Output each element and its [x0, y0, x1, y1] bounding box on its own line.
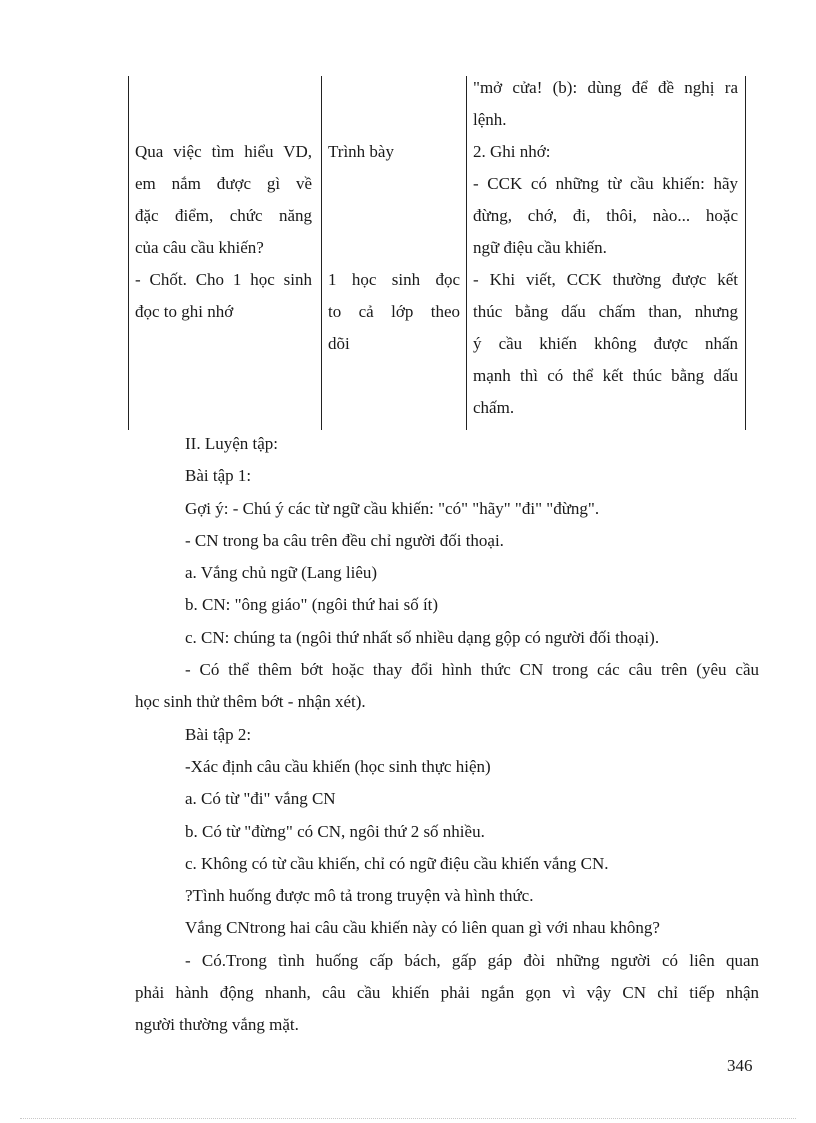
table-col3-cell [473, 72, 738, 424]
table-text-line: chấm. [473, 398, 515, 417]
paragraph-line: Vắng CNtrong hai câu cầu khiến này có liên quan gì với nhau không? [185, 918, 660, 938]
table-text-line: mạnh thì có thể kết thúc bằng dấu [473, 366, 738, 385]
table-text-line: ý cầu khiến không được nhấn [473, 334, 738, 353]
table-text-line: 2. Ghi nhớ: [473, 142, 551, 161]
table-text-line: ngữ điệu cầu khiến. [473, 238, 607, 257]
table-text-line: "mở cửa! (b): dùng để đề nghị ra [473, 78, 738, 97]
table-text-line: 1 học sinh đọc [328, 270, 460, 289]
table-text-line: dõi [328, 334, 350, 353]
table-text-line: to cả lớp theo [328, 302, 460, 321]
table-text-line: lệnh. [473, 110, 507, 129]
table-text-line: thúc bằng dấu chấm than, nhưng [473, 302, 738, 321]
paragraph-line: học sinh thử thêm bớt - nhận xét). [135, 692, 366, 712]
paragraph-line: a. Có từ "đi" vắng CN [185, 789, 336, 809]
table-text-line: đặc điểm, chức năng [135, 206, 312, 225]
exercise-heading: Bài tập 1: [185, 466, 252, 486]
paragraph-line: a. Vắng chủ ngữ (Lang liêu) [185, 563, 378, 583]
table-col1-cell [135, 136, 312, 328]
page-bottom-border [20, 1118, 796, 1119]
page-number: 346 [727, 1056, 753, 1075]
paragraph-line: phải hành động nhanh, câu cầu khiến phải ngắn gọn vì vậy CN chỉ tiếp nhận [135, 983, 759, 1003]
table-text-line: - CCK có những từ cầu khiến: hãy [473, 174, 738, 193]
table-text-line: em nắm được gì về [135, 174, 312, 193]
paragraph-line: b. Có từ "đừng" có CN, ngôi thứ 2 số nhiều. [185, 821, 485, 841]
paragraph-line: b. CN: "ông giáo" (ngôi thứ hai số ít) [185, 595, 439, 615]
table-border-col3 [466, 76, 467, 430]
table-text-line: - Chốt. Cho 1 học sinh [135, 270, 312, 289]
table-border-left [128, 76, 129, 430]
paragraph-line: Gợi ý: - Chú ý các từ ngữ cầu khiến: "có" "hãy" "đi" "đừng". [185, 498, 600, 518]
table-text-line: - Khi viết, CCK thường được kết [473, 270, 738, 289]
table-border-right [745, 76, 746, 430]
exercise-heading: Bài tập 2: [185, 724, 252, 744]
section-heading: II. Luyện tập: [185, 434, 278, 453]
table-text-line: đọc to ghi nhớ [135, 302, 234, 321]
paragraph-line: - CN trong ba câu trên đều chỉ người đối thoại. [185, 530, 504, 550]
table-text-line: Trình bày [328, 142, 394, 161]
paragraph-line: - Có thể thêm bớt hoặc thay đổi hình thức CN trong các câu trên (yêu cầu [185, 660, 759, 680]
paragraph-line: người thường vắng mặt. [135, 1015, 299, 1035]
paragraph-line: ?Tình huống được mô tả trong truyện và hình thức. [185, 886, 534, 906]
table-text-line: đừng, chớ, đi, thôi, nào... hoặc [473, 206, 738, 225]
paragraph-line: c. Không có từ cầu khiến, chỉ có ngữ điệu cầu khiến vắng CN. [185, 853, 609, 873]
paragraph-line: -Xác định câu cầu khiến (học sinh thực hiện) [185, 756, 491, 776]
table-text-line: Qua việc tìm hiểu VD, [135, 142, 312, 161]
paragraph-line: c. CN: chúng ta (ngôi thứ nhất số nhiều dạng gộp có người đối thoại). [185, 627, 660, 647]
table-col2-cell [328, 136, 460, 168]
paragraph-line: - Có.Trong tình huống cấp bách, gấp gáp đòi những người có liên quan [185, 950, 759, 970]
table-col2-cell [328, 264, 460, 360]
table-border-col2 [321, 76, 322, 430]
body-text [135, 428, 759, 1042]
table-text-line: của câu cầu khiến? [135, 238, 264, 257]
